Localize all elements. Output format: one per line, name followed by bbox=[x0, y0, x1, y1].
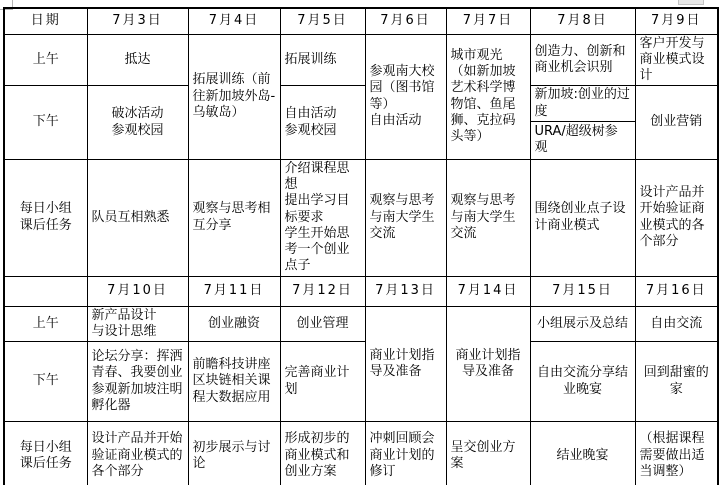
empty-corner-cell bbox=[4, 276, 87, 306]
daily-task-row-week2 bbox=[4, 422, 718, 485]
schedule-cell: 观察与思考相互分享 bbox=[188, 159, 280, 276]
morning-row-week1 bbox=[4, 34, 718, 86]
schedule-cell: 新加坡:创业的过度 bbox=[530, 86, 635, 122]
schedule-cell: 呈交创业方案 bbox=[446, 422, 530, 485]
date-header-row-week1 bbox=[4, 8, 718, 34]
row-label-afternoon-2: 下午 bbox=[4, 342, 87, 422]
date-header-row-week2 bbox=[4, 276, 718, 306]
schedule-cell: 设计产品并开始验证商业模式的各个部分 bbox=[87, 422, 188, 485]
date-header-jul-3: 7月3日 bbox=[87, 8, 188, 34]
schedule-cell: 自由交流 bbox=[635, 306, 718, 342]
schedule-cell: 破冰活动 参观校园 bbox=[87, 86, 188, 160]
date-header-jul-16: 7月16日 bbox=[635, 276, 718, 306]
date-header-jul-11: 7月11日 bbox=[188, 276, 280, 306]
schedule-cell: 商业计划指导及准备 bbox=[365, 306, 446, 422]
schedule-cell: 论坛分享：挥洒青春、我要创业 参观新加坡注明孵化器 bbox=[87, 342, 188, 422]
date-header-jul-15: 7月15日 bbox=[530, 276, 635, 306]
date-header-jul-4: 7月4日 bbox=[188, 8, 280, 34]
schedule-cell: 前瞻科技讲座 区块链相关课程大数据应用 bbox=[188, 342, 280, 422]
schedule-cell: 自由交流分享结业晚宴 bbox=[530, 342, 635, 422]
schedule-cell: 拓展训练 bbox=[280, 34, 365, 86]
schedule-cell: 创业管理 bbox=[280, 306, 365, 342]
date-header-jul-6: 7月6日 bbox=[365, 8, 446, 34]
schedule-cell: 创业融资 bbox=[188, 306, 280, 342]
schedule-cell: 新产品设计 与设计思维 bbox=[87, 306, 188, 342]
row-label-morning-2: 上午 bbox=[4, 306, 87, 342]
schedule-cell: 完善商业计划 bbox=[280, 342, 365, 422]
date-header-jul-9: 7月9日 bbox=[635, 8, 718, 34]
schedule-table bbox=[3, 7, 719, 485]
schedule-cell: 形成初步的商业模式和创业方案 bbox=[280, 422, 365, 485]
schedule-cell: 创造力、创新和商业机会识别 bbox=[530, 34, 635, 86]
schedule-cell: （根据课程需要做出适当调整） bbox=[635, 422, 718, 485]
schedule-cell: 拓展训练（前往新加坡外岛-乌敏岛） bbox=[188, 34, 280, 159]
date-header-jul-7: 7月7日 bbox=[446, 8, 530, 34]
schedule-cell: 观察与思考 与南大学生交流 bbox=[446, 159, 530, 276]
schedule-cell: 初步展示与讨论 bbox=[188, 422, 280, 485]
date-header-jul-13: 7月13日 bbox=[365, 276, 446, 306]
cropped-ui-artifact bbox=[678, 0, 704, 5]
date-header-jul-12: 7月12日 bbox=[280, 276, 365, 306]
row-label-afternoon-1: 下午 bbox=[4, 86, 87, 160]
schedule-cell: 队员互相熟悉 bbox=[87, 159, 188, 276]
col-header-date-label: 日期 bbox=[4, 8, 87, 34]
row-label-morning-1: 上午 bbox=[4, 34, 87, 86]
schedule-table-body bbox=[4, 8, 718, 485]
schedule-cell: 冲刺回顾会 商业计划的修订 bbox=[365, 422, 446, 485]
schedule-cell: 观察与思考 与南大学生交流 bbox=[365, 159, 446, 276]
schedule-cell: 围绕创业点子设计商业模式 bbox=[530, 159, 635, 276]
schedule-cell: 回到甜蜜的家 bbox=[635, 342, 718, 422]
date-header-jul-10: 7月10日 bbox=[87, 276, 188, 306]
row-label-daily-task-2: 每日小组 课后任务 bbox=[4, 422, 87, 485]
schedule-cell: 商业计划指导及准备 bbox=[446, 306, 530, 422]
schedule-cell: 城市观光（如新加坡艺术科学博物馆、鱼尾狮、克拉码头等） bbox=[446, 34, 530, 159]
schedule-cell: 小组展示及总结 bbox=[530, 306, 635, 342]
daily-task-row-week1 bbox=[4, 159, 718, 276]
schedule-cell: 客户开发与商业模式设计 bbox=[635, 34, 718, 86]
schedule-cell: 自由活动 参观校园 bbox=[280, 86, 365, 160]
schedule-cell: 抵达 bbox=[87, 34, 188, 86]
schedule-cell: 结业晚宴 bbox=[530, 422, 635, 485]
row-label-daily-task-1: 每日小组 课后任务 bbox=[4, 159, 87, 276]
schedule-cell: 创业营销 bbox=[635, 86, 718, 160]
date-header-jul-8: 7月8日 bbox=[530, 8, 635, 34]
schedule-cell: 设计产品并开始验证商业模式的各个部分 bbox=[635, 159, 718, 276]
afternoon-row-week1a bbox=[4, 86, 718, 122]
date-header-jul-5: 7月5日 bbox=[280, 8, 365, 34]
morning-row-week2 bbox=[4, 306, 718, 342]
schedule-cell: 介绍课程思想 提出学习目标要求 学生开始思考一个创业点子 bbox=[280, 159, 365, 276]
schedule-cell: URA/超级树参观 bbox=[530, 121, 635, 159]
afternoon-row-week2 bbox=[4, 342, 718, 422]
date-header-jul-14: 7月14日 bbox=[446, 276, 530, 306]
schedule-cell: 参观南大校园（图书馆等） 自由活动 bbox=[365, 34, 446, 159]
